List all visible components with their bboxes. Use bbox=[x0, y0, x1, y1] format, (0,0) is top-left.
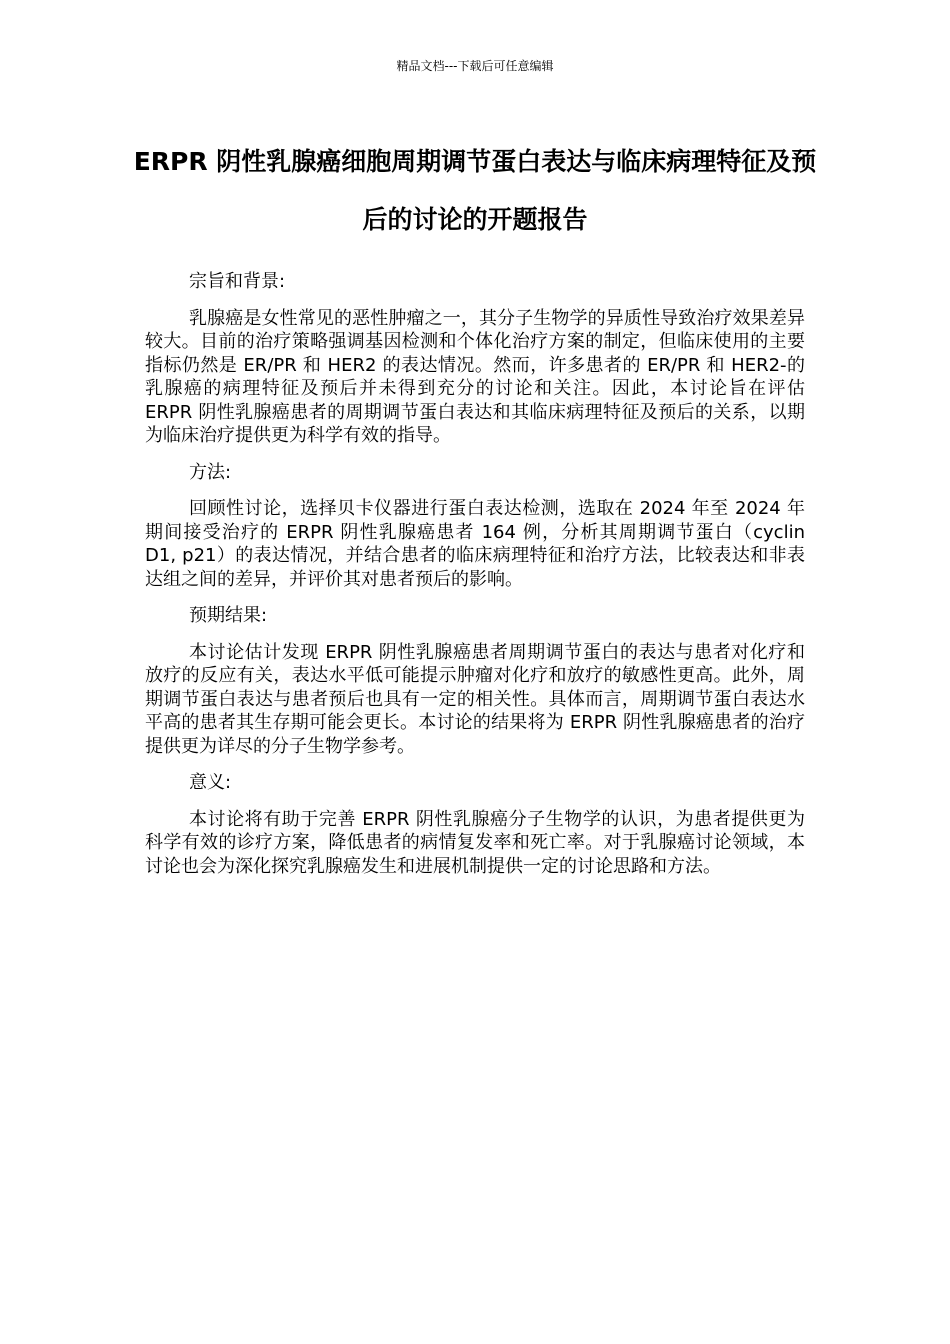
document-body bbox=[145, 270, 805, 891]
section-body-significance: 本讨论将有助于完善 ERPR 阴性乳腺癌分子生物学的认识，为患者提供更为科学有效的诊疗方案，降低患者的病情复发率和死亡率。对于乳腺癌讨论领域，本讨论也会为深化探究乳腺癌发生和进展机制提供一定的讨论思路和方法。 bbox=[145, 808, 805, 877]
section-body-expected-results: 本讨论估计发现 ERPR 阴性乳腺癌患者周期调节蛋白的表达与患者对化疗和放疗的反应有关，表达水平低可能提示肿瘤对化疗和放疗的敏感性更高。此外，周期调节蛋白表达与患者预后也具有一定的相关性。具体而言，周期调节蛋白表达水平高的患者其生存期可能会更长。本讨论的结果将为 ERPR 阴性乳腺癌患者的治疗提供更为详尽的分子生物学参考。 bbox=[145, 641, 805, 757]
document-title: ERPR 阴性乳腺癌细胞周期调节蛋白表达与临床病理特征及预后的讨论的开题报告 bbox=[133, 147, 817, 234]
section-body-methods: 回顾性讨论，选择贝卡仪器进行蛋白表达检测，选取在 2024 年至 2024 年期间接受治疗的 ERPR 阴性乳腺癌患者 164 例，分析其周期调节蛋白（cyclin D1, p21）的表达情况，并结合患者的临床病理特征和治疗方法，比较表达和非表达组之间的差异，并评价其对患者预后的影响。 bbox=[145, 498, 805, 590]
section-heading-purpose: 宗旨和背景: bbox=[189, 271, 286, 292]
section-heading-methods: 方法: bbox=[189, 461, 232, 483]
section-heading-significance: 意义: bbox=[189, 772, 232, 793]
page-header-note: 精品文档---下载后可任意编辑 bbox=[396, 59, 554, 73]
section-body-purpose: 乳腺癌是女性常见的恶性肿瘤之一，其分子生物学的异质性导致治疗效果差异较大。目前的治疗策略强调基因检测和个体化治疗方案的制定，但临床使用的主要指标仍然是 ER/PR 和 HER2 的表达情况。然而，许多患者的 ER/PR 和 HER2-的乳腺癌的病理特征及预后并未得到充分的讨论和关注。因此，本讨论旨在评估 ERPR 阴性乳腺癌患者的周期调节蛋白表达和其临床病理特征及预后的关系，以期为临床治疗提供更为科学有效的指导。 bbox=[145, 307, 805, 446]
section-heading-expected-results: 预期结果: bbox=[189, 605, 268, 626]
